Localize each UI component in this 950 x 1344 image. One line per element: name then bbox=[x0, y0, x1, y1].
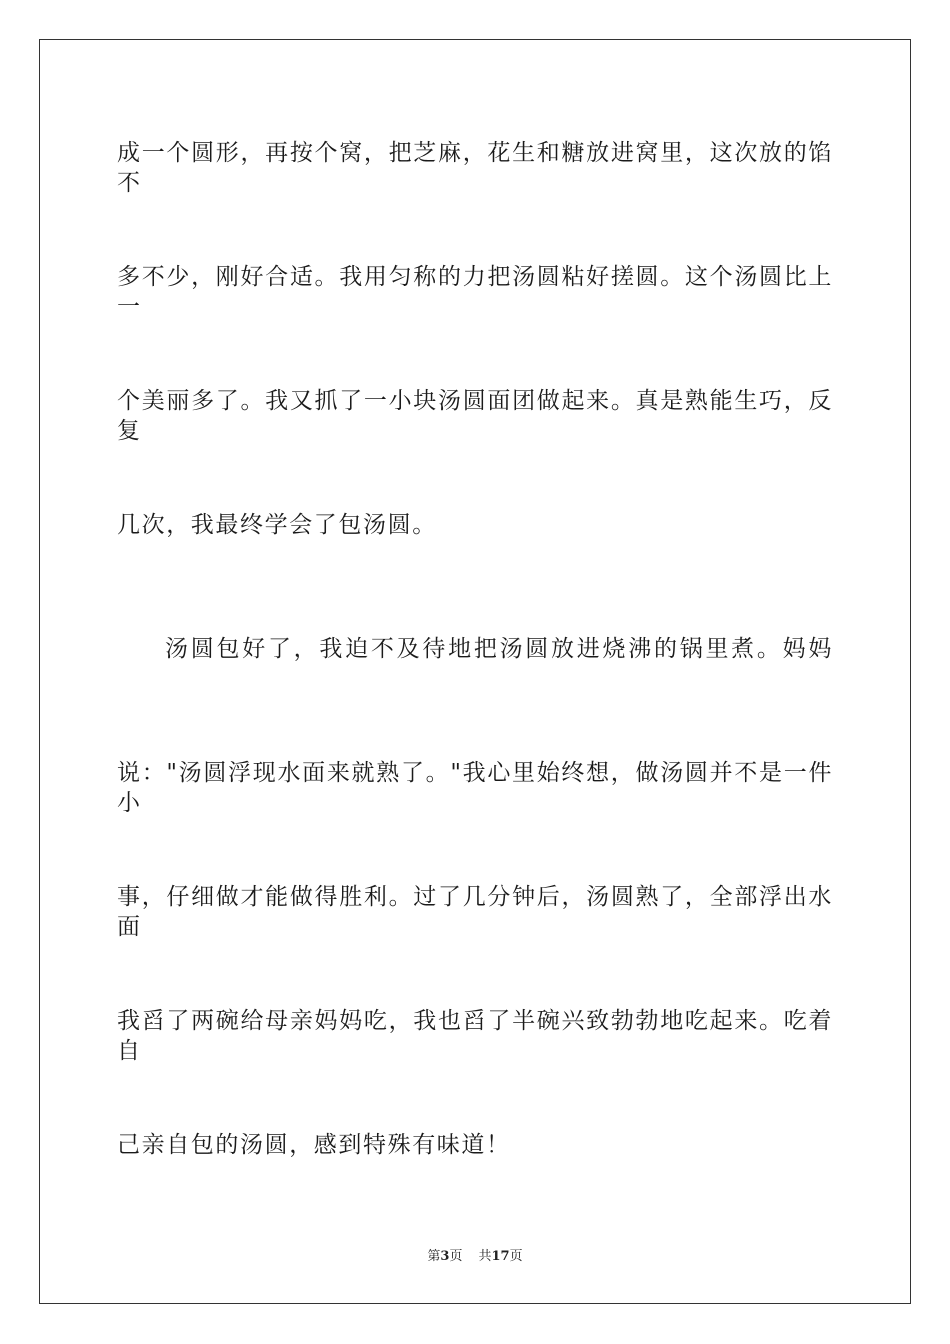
footer-page-suffix: 页 bbox=[449, 1249, 463, 1264]
text-line-3: 个美丽多了。我又抓了一小块汤圆面团做起来。真是熟能生巧，反复 bbox=[117, 388, 833, 444]
text-line-6: 说："汤圆浮现水面来就熟了。"我心里始终想，做汤圆并不是一件小 bbox=[117, 760, 833, 816]
footer-total-pages: 17 bbox=[491, 1249, 510, 1264]
text-line-1: 成一个圆形，再按个窝，把芝麻，花生和糖放进窝里，这次放的馅不 bbox=[117, 140, 833, 196]
footer-total-suffix: 页 bbox=[509, 1249, 523, 1264]
text-line-2: 多不少，刚好合适。我用匀称的力把汤圆粘好搓圆。这个汤圆比上一 bbox=[117, 264, 833, 320]
text-line-4: 几次，我最终学会了包汤圆。 bbox=[117, 512, 437, 538]
text-line-8: 我舀了两碗给母亲妈妈吃，我也舀了半碗兴致勃勃地吃起来。吃着自 bbox=[117, 1008, 833, 1064]
page-footer bbox=[0, 1248, 950, 1266]
footer-total-prefix: 共 bbox=[478, 1249, 492, 1264]
text-line-5: 汤圆包好了，我迫不及待地把汤圆放进烧沸的锅里煮。妈妈 bbox=[165, 636, 833, 662]
text-line-9: 己亲自包的汤圆，感到特殊有味道！ bbox=[117, 1132, 511, 1158]
text-line-7: 事，仔细做才能做得胜利。过了几分钟后，汤圆熟了，全部浮出水面 bbox=[117, 884, 833, 940]
footer-page-prefix: 第 bbox=[427, 1249, 441, 1264]
page-border bbox=[39, 39, 911, 1304]
footer-page-number: 3 bbox=[440, 1249, 450, 1264]
